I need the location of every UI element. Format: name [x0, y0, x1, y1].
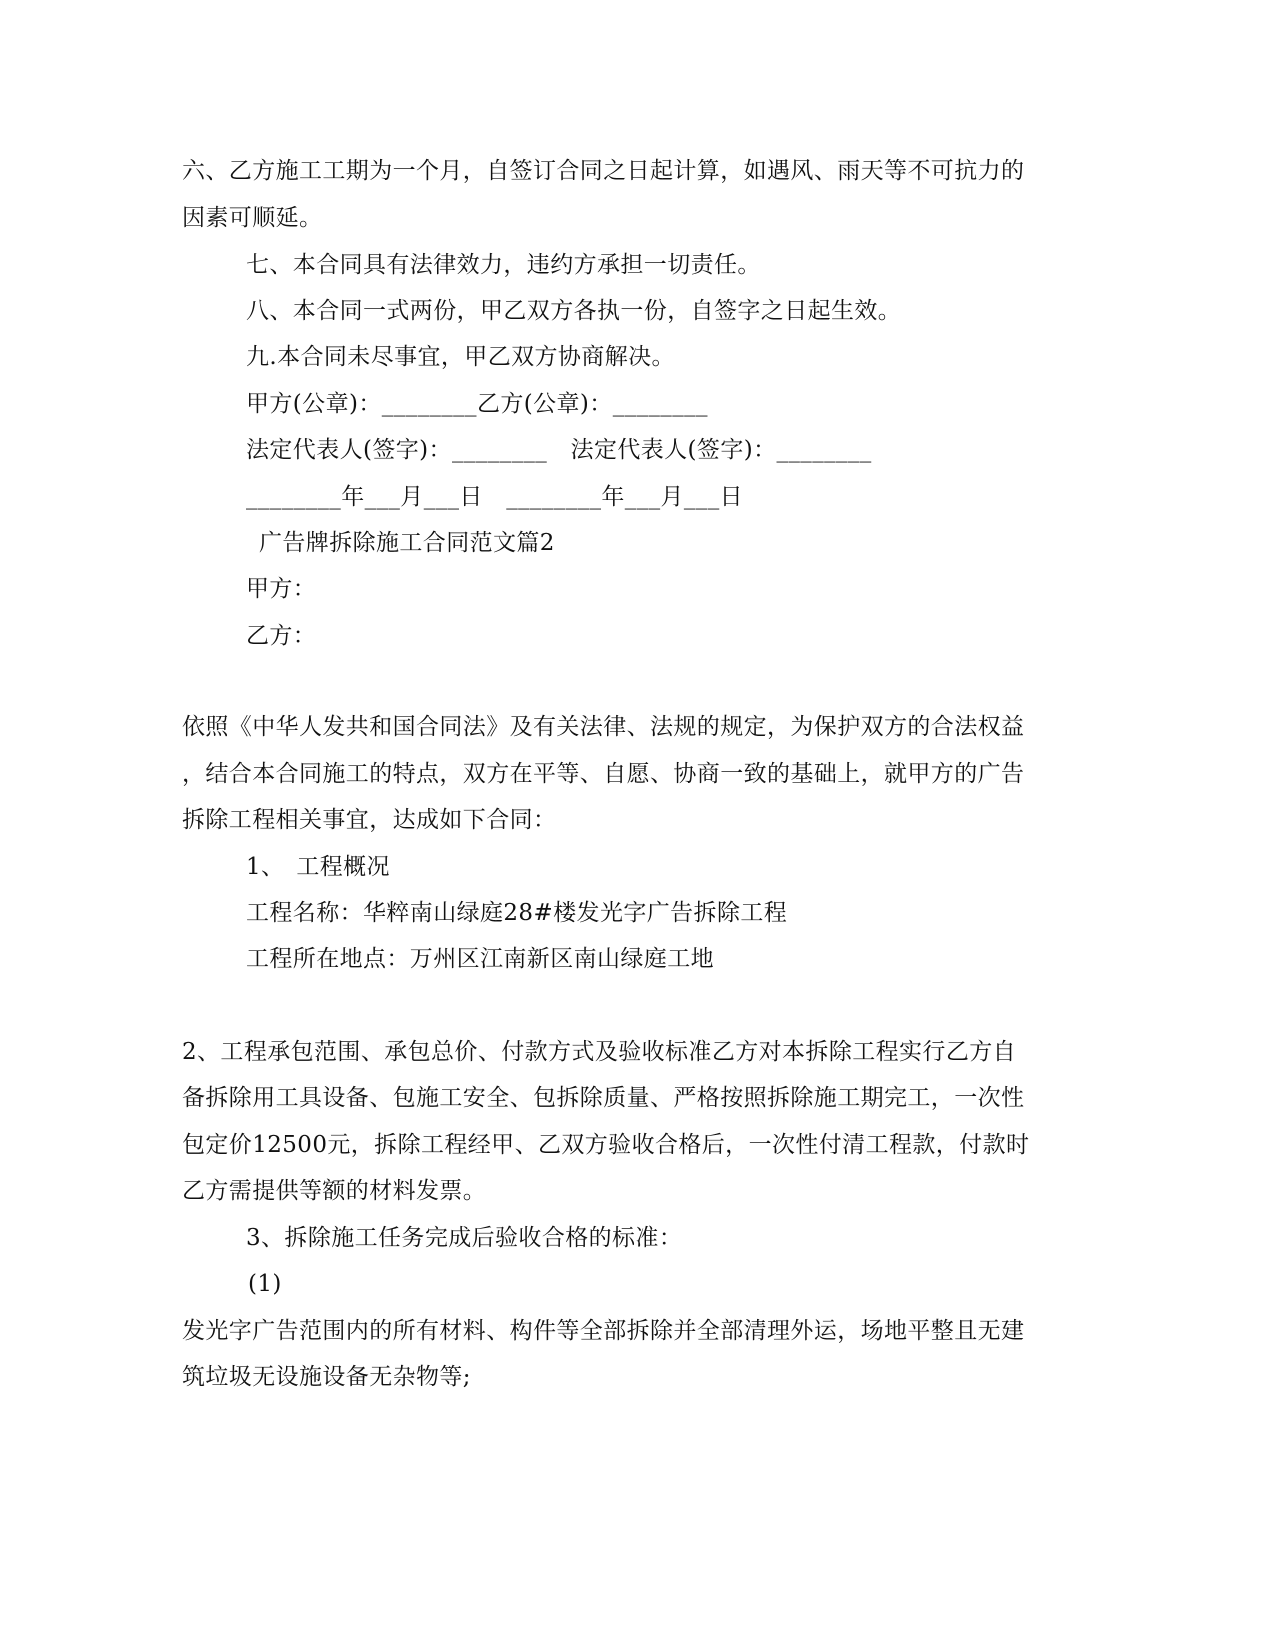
item-3-text-line-2: 筑垃圾无设施设备无杂物等;: [182, 1364, 471, 1390]
item-3-title: 3、拆除施工任务完成后验收合格的标准：: [246, 1225, 683, 1251]
clause-6-line-1: 六、乙方施工工期为一个月，自签订合同之日起计算，如遇风、雨天等不可抗力的: [182, 158, 1025, 184]
intro-line-3: 拆除工程相关事宜，达成如下合同：: [182, 807, 557, 833]
item-3-subitem-1: (1): [248, 1271, 282, 1297]
clause-8: 八、本合同一式两份，甲乙双方各执一份，自签字之日起生效。: [246, 298, 902, 324]
party-a: 甲方：: [246, 576, 317, 602]
clause-7: 七、本合同具有法律效力，违约方承担一切责任。: [246, 252, 761, 278]
signature-dates: ________年___月___日 ________年___月___日: [246, 484, 743, 510]
clause-9: 九.本合同未尽事宜，甲乙双方协商解决。: [246, 344, 675, 370]
intro-line-1: 依照《中华人发共和国合同法》及有关法律、法规的规定，为保护双方的合法权益: [182, 714, 1025, 740]
item-2-line-4: 乙方需提供等额的材料发票。: [182, 1178, 487, 1204]
item-2-line-2: 备拆除用工具设备、包施工安全、包拆除质量、严格按照拆除施工期完工，一次性: [182, 1085, 1025, 1111]
clause-6-line-2: 因素可顺延。: [182, 205, 323, 231]
item-1-title: 1、 工程概况: [246, 854, 390, 880]
item-3-text-line-1: 发光字广告范围内的所有材料、构件等全部拆除并全部清理外运，场地平整且无建: [182, 1318, 1025, 1344]
intro-line-2: ，结合本合同施工的特点，双方在平等、自愿、协商一致的基础上，就甲方的广告: [182, 761, 1025, 787]
item-2-line-3: 包定价12500元，拆除工程经甲、乙双方验收合格后，一次性付清工程款，付款时: [182, 1132, 1030, 1158]
section-title: 广告牌拆除施工合同范文篇2: [259, 530, 555, 556]
party-b: 乙方：: [246, 623, 317, 649]
signature-representatives: 法定代表人(签字)：________ 法定代表人(签字)：________: [246, 437, 872, 463]
project-location: 工程所在地点：万州区江南新区南山绿庭工地: [246, 946, 714, 972]
signature-parties: 甲方(公章)：________乙方(公章)：________: [246, 391, 708, 417]
item-2-line-1: 2、工程承包范围、承包总价、付款方式及验收标准乙方对本拆除工程实行乙方自: [182, 1039, 1017, 1065]
project-name: 工程名称：华粹南山绿庭28#楼发光字广告拆除工程: [246, 900, 788, 926]
